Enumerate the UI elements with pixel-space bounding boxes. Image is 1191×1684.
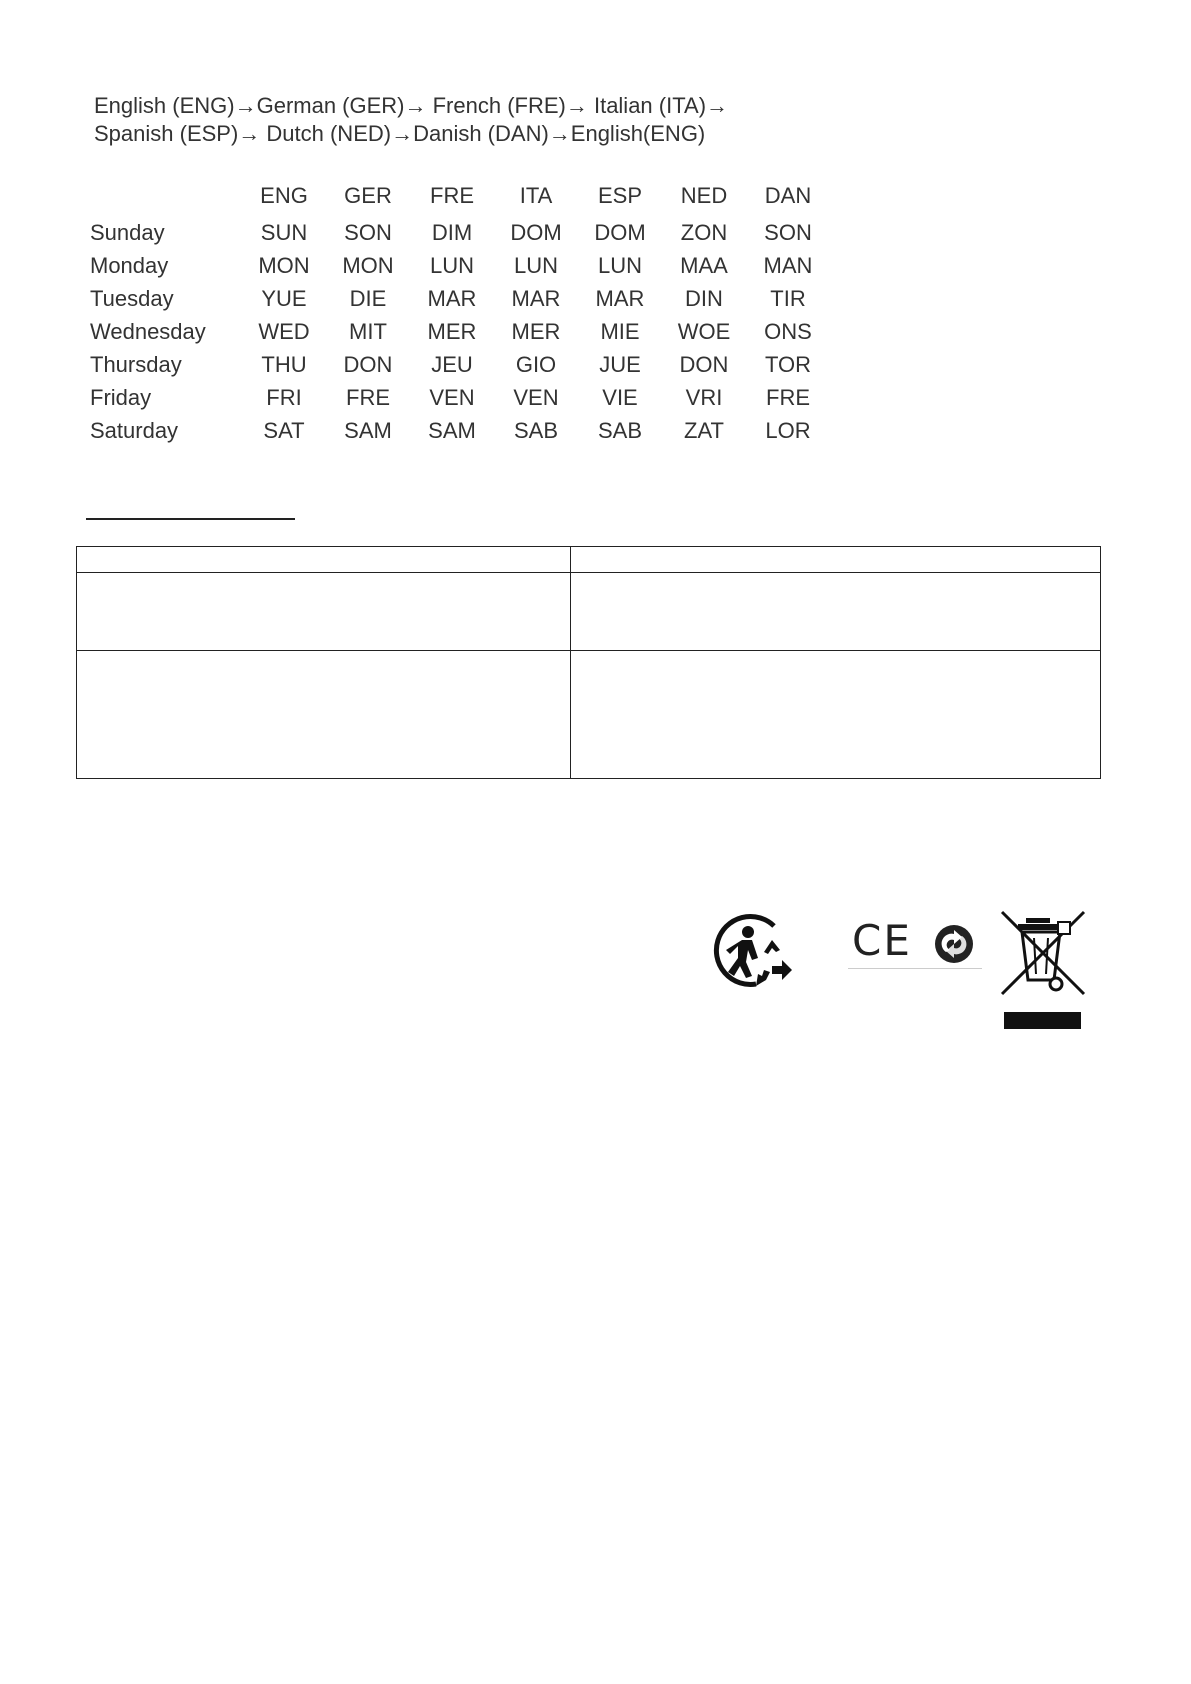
table-cell: SAM (344, 417, 392, 443)
table-row (90, 249, 830, 282)
day-name: Friday (90, 384, 152, 410)
table-cell: DIE (349, 285, 387, 311)
day-name: Monday (90, 252, 169, 278)
header-cell-ger: GER (344, 183, 392, 208)
table-cell: MIE (600, 318, 640, 344)
day-name: Saturday (90, 417, 179, 443)
header-cell (90, 176, 242, 216)
table-cell: JUE (599, 351, 641, 377)
table-cell: TOR (764, 351, 812, 377)
table-cell: MER (511, 318, 561, 344)
table-cell: SAB (513, 417, 559, 443)
table-cell: GIO (515, 351, 557, 377)
table-cell: SAB (597, 417, 643, 443)
table-cell (571, 573, 1101, 651)
table-cell: MAA (680, 252, 728, 278)
table-cell: MAR (427, 285, 477, 311)
header-cell-eng: ENG (260, 183, 308, 208)
table-cell: DIN (685, 285, 723, 311)
table-cell: DON (679, 351, 729, 377)
language-order-line-2: Spanish (ESP)→ Dutch (NED)→Danish (DAN)→English(ENG) (94, 121, 706, 146)
table-cell: MER (427, 318, 477, 344)
table-row (90, 315, 830, 348)
table-cell: DIM (431, 219, 473, 245)
language-order-line-1: English (ENG)→German (GER)→ French (FRE)→ Italian (ITA)→ (94, 93, 729, 118)
table-cell: SON (344, 219, 392, 245)
logo-divider (848, 968, 982, 969)
triman-recycling-icon (712, 910, 794, 990)
table-cell: SON (764, 219, 812, 245)
green-dot-icon (934, 924, 974, 964)
weekday-abbreviation-table (90, 176, 830, 447)
table-cell: YUE (261, 285, 307, 311)
table-row (90, 414, 830, 447)
table-cell: VRI (685, 384, 723, 410)
table-row (90, 381, 830, 414)
table-row (77, 651, 1101, 779)
header-cell-ned: NED (680, 183, 728, 208)
table-cell (571, 651, 1101, 779)
table-cell: MON (342, 252, 394, 278)
table-cell: VEN (429, 384, 475, 410)
day-name: Wednesday (90, 318, 206, 344)
table-cell: MAR (511, 285, 561, 311)
day-name: Sunday (90, 219, 165, 245)
table-cell: ZAT (684, 417, 724, 443)
table-cell: ZON (680, 219, 728, 245)
table-cell (77, 651, 571, 779)
table-cell: VIE (602, 384, 638, 410)
table-cell: SAT (263, 417, 305, 443)
day-name: Tuesday (90, 285, 174, 311)
table-cell: TIR (770, 285, 806, 311)
ce-mark-logo (838, 912, 988, 970)
ce-mark-text: CE (852, 916, 912, 965)
table-cell: MAR (595, 285, 645, 311)
table-cell: ONS (764, 318, 812, 344)
table-cell: FRE (346, 384, 390, 410)
header-cell-dan: DAN (764, 183, 812, 208)
table-header-row (90, 176, 830, 216)
table-cell: SAM (428, 417, 476, 443)
table-row (90, 216, 830, 249)
table-cell: WED (258, 318, 310, 344)
table-row (77, 573, 1101, 651)
table-cell: DOM (594, 219, 646, 245)
table-cell (77, 573, 571, 651)
table-cell (77, 547, 571, 573)
table-cell: DOM (510, 219, 562, 245)
table-row (90, 348, 830, 381)
table-cell: MIT (349, 318, 387, 344)
header-cell-esp: ESP (597, 183, 643, 208)
section-underline (86, 518, 295, 520)
crossed-bin-icon (996, 908, 1090, 1000)
table-cell (571, 547, 1101, 573)
header-cell-fre: FRE (430, 183, 474, 208)
table-cell: DON (343, 351, 393, 377)
table-cell: MAN (763, 252, 813, 278)
table-cell: LOR (765, 417, 811, 443)
table-cell: SUN (260, 219, 308, 245)
table-cell: THU (261, 351, 307, 377)
weee-solid-bar (1004, 1012, 1081, 1029)
language-order-text (94, 92, 728, 148)
table-row (77, 547, 1101, 573)
table-cell: MON (258, 252, 310, 278)
table-cell: LUN (429, 252, 474, 278)
table-cell: VEN (513, 384, 559, 410)
empty-info-table (76, 546, 1101, 779)
table-cell: FRI (266, 384, 302, 410)
table-cell: LUN (597, 252, 642, 278)
day-name: Thursday (90, 351, 182, 377)
header-cell-ita: ITA (519, 183, 553, 208)
table-cell: WOE (677, 318, 731, 344)
table-cell: JEU (431, 351, 473, 377)
table-cell: FRE (766, 384, 810, 410)
table-row (90, 282, 830, 315)
table-cell: LUN (513, 252, 558, 278)
